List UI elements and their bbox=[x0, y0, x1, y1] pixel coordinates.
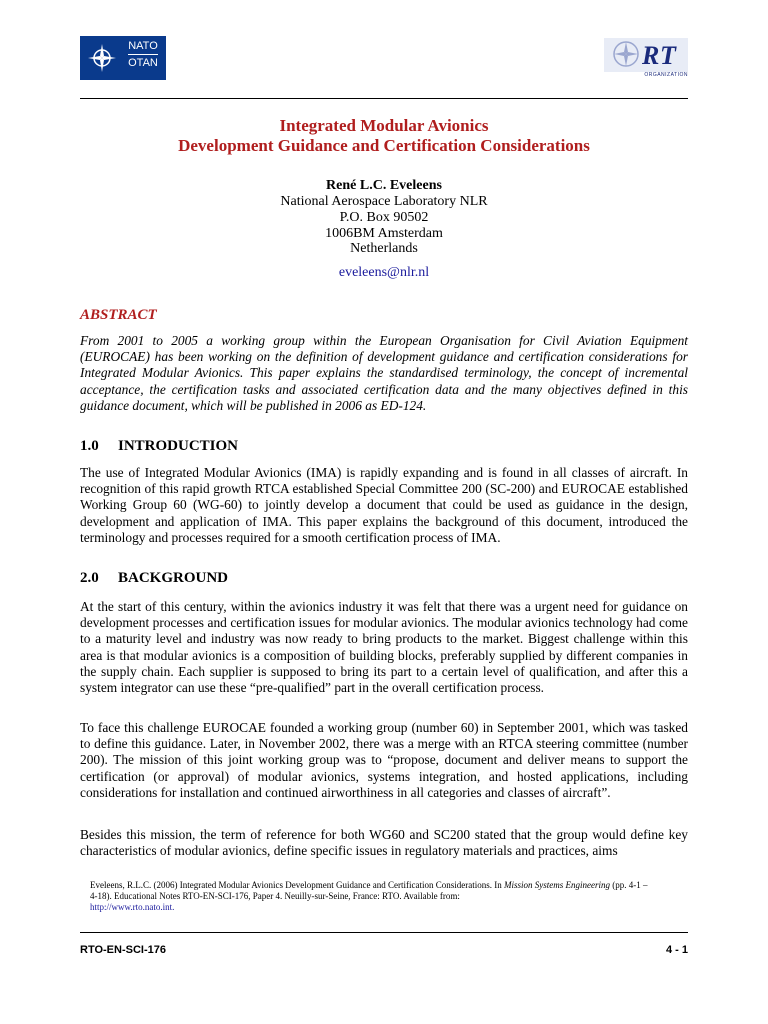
svg-text:R: R bbox=[642, 41, 660, 70]
author-pobox: P.O. Box 90502 bbox=[339, 210, 429, 225]
section-2-number: 2.0 bbox=[80, 570, 99, 586]
paper-title-line2: Development Guidance and Certification Considerations bbox=[178, 136, 590, 155]
svg-text:T: T bbox=[660, 41, 676, 70]
author-affiliation: National Aerospace Laboratory NLR bbox=[280, 194, 488, 209]
footnote-url-link[interactable]: http://www.rto.nato.int. bbox=[90, 902, 175, 912]
nato-logo bbox=[80, 36, 166, 80]
author-city: 1006BM Amsterdam bbox=[325, 226, 443, 241]
otan-label: OTAN bbox=[128, 57, 158, 69]
author-country: Netherlands bbox=[350, 241, 418, 256]
section-2-paragraph-2: To face this challenge EUROCAE founded a working group (number 60) in September 2001, which was tasked to define this guidance. Later, in November 2002, there was a merge with an RTCA steering committee (number 200). The mission of this joint working group was to “propose, document and deliver means to support the certification (or approval) of modular avionics, systems integration, and hosted applications, including considerations for installation and continued airworthiness in all categories and classes of aircraft”. bbox=[80, 720, 688, 800]
section-1-paragraph-1: The use of Integrated Modular Avionics (IMA) is rapidly expanding and is found in all classes of aircraft. In recognition of this rapid growth RTCA established Special Committee 200 (SC-200) and EUROCAE established Working Group 60 (WG-60) to jointly develop a document that could be used as guidance in the design, development and application of IMA. This paper explains the background of this document, introduced the terminology and processes required for a smooth certification process of IMA. bbox=[80, 465, 688, 545]
section-2-title: BACKGROUND bbox=[118, 570, 229, 586]
citation-footnote bbox=[90, 880, 650, 913]
section-2-paragraph-3: Besides this mission, the term of reference for both WG60 and SC200 stated that the group would define key characteristics of modular avionics, define specific issues in regulatory materials and practices, aims bbox=[80, 827, 688, 859]
paper-title-line1: Integrated Modular Avionics bbox=[279, 116, 489, 135]
nato-compass-icon bbox=[86, 42, 118, 74]
footer-page-number: 4 - 1 bbox=[665, 944, 688, 956]
author-email-link[interactable]: eveleens@nlr.nl bbox=[338, 265, 430, 280]
section-2-paragraph-1: At the start of this century, within the avionics industry it was felt that there was a urgent need for guidance on development processes and certification issues for modular avionics. The modular avionics technology had come to a maturity level and industry was now ready to bring products to the market. Biggest challenge within this area is that modular avionics is a composition of building blocks, preferably supplied by different companies in the supply chain. Each supplier is supposed to bring its part to a certain level of qualification, and after this a system integrator can use these “pre-qualified” part in the overall certification process. bbox=[80, 599, 688, 696]
author-name: René L.C. Eveleens bbox=[326, 178, 442, 193]
section-1-number: 1.0 bbox=[80, 438, 99, 454]
section-1-title: INTRODUCTION bbox=[118, 438, 239, 454]
nato-label: NATO bbox=[128, 40, 158, 52]
footnote-text-2: (pp. 4-1 – 4-18). Educational Notes RTO-EN-SCI-176, Paper 4. Neuilly-sur-Seine, France: RTO. Available from: bbox=[90, 880, 648, 901]
footer-rule bbox=[80, 932, 688, 933]
header-rule bbox=[80, 98, 688, 99]
abstract-heading: ABSTRACT bbox=[80, 307, 157, 323]
abstract-text: From 2001 to 2005 a working group within the European Organisation for Civil Aviation Equipment (EUROCAE) has been working on the definition of development guidance and certification considerations for Integrated Modular Avionics. This paper explains the standardised terminology, the concept of incremental acceptance, the certification tasks and associated certification data and the many objectives defined in this guidance document, which will be published in 2006 as ED-124. bbox=[80, 333, 688, 413]
footnote-text-1: Eveleens, R.L.C. (2006) Integrated Modular Avionics Development Guidance and Certification Considerations. In bbox=[90, 880, 504, 890]
footnote-book-title: Mission Systems Engineering bbox=[503, 880, 610, 890]
rto-organization-label: ORGANIZATION bbox=[644, 72, 688, 78]
footer-doc-id: RTO-EN-SCI-176 bbox=[80, 944, 166, 956]
section-2-heading bbox=[80, 570, 228, 587]
section-1-heading bbox=[80, 438, 238, 455]
